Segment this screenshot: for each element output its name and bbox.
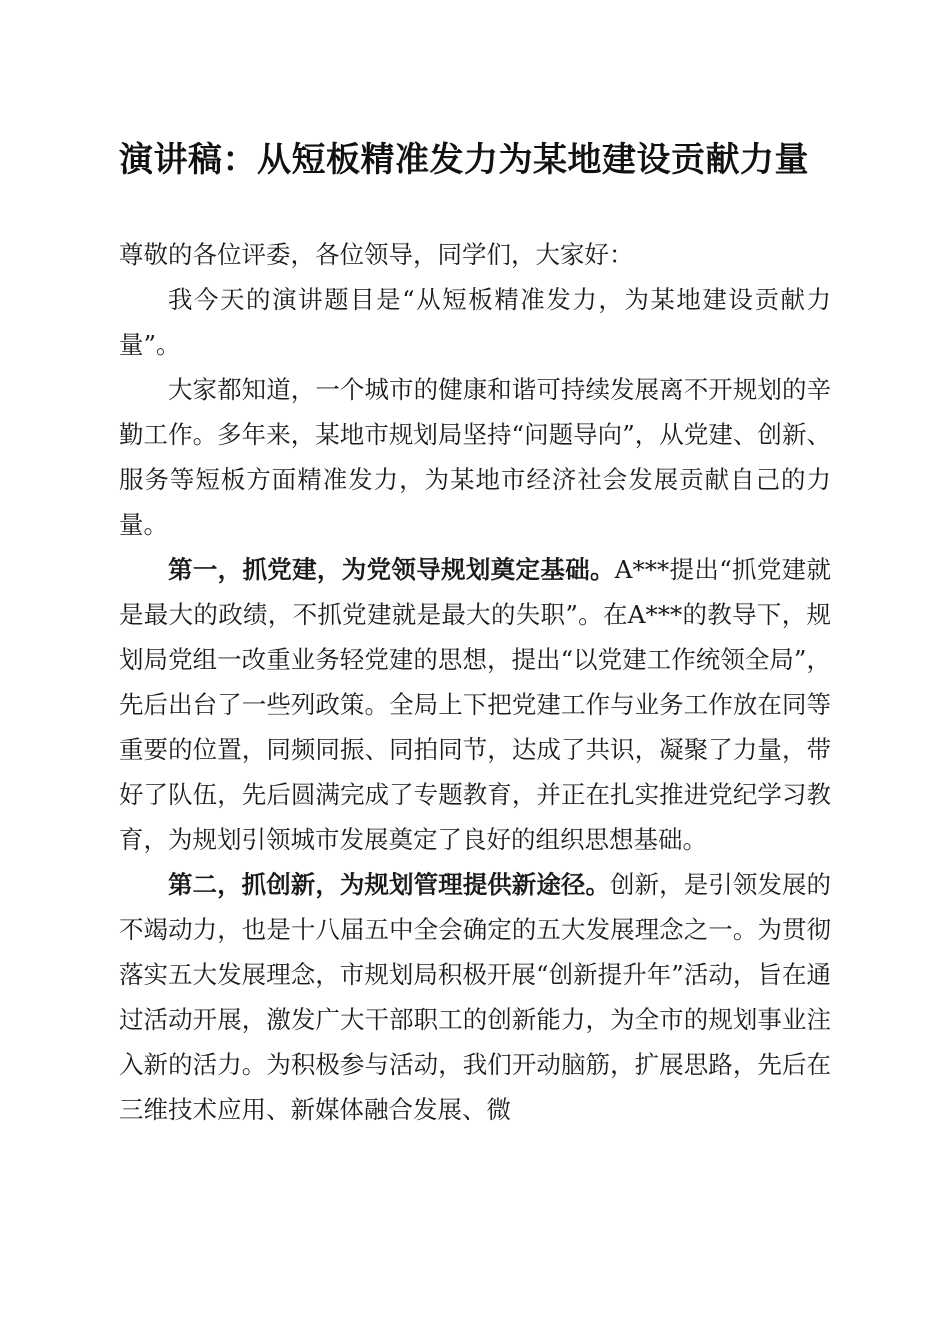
- paragraph-lead: 第一，抓党建，为党领导规划奠定基础。: [168, 555, 615, 584]
- paragraph-topic: [119, 277, 831, 367]
- paragraph-innovation: [119, 862, 831, 1132]
- paragraph-lead: 第二，抓创新，为规划管理提供新途径。: [168, 870, 611, 899]
- paragraph-party-building: [119, 547, 831, 862]
- paragraph-text: A***提出“抓党建就是最大的政绩，不抓党建就是最大的失职”。在A***的教导下，规划局党组一改重业务轻党建的思想，提出“以党建工作统领全局”，先后出台了一些列政策。全局上下把党建工作与业务工作放在同等重要的位置，同频同振、同拍同节，达成了共识，凝聚了力量，带好了队伍，先后圆满完成了专题教育，并正在扎实推进党纪学习教育，为规划引领城市发展奠定了良好的组织思想基础。: [119, 555, 831, 854]
- paragraph-intro: [119, 367, 831, 547]
- paragraph-text: 创新，是引领发展的不竭动力，也是十八届五中全会确定的五大发展理念之一。为贯彻落实五大发展理念，市规划局积极开展“创新提升年”活动，旨在通过活动开展，激发广大干部职工的创新能力，为全市的规划事业注入新的活力。为积极参与活动，我们开动脑筋，扩展思路，先后在三维技术应用、新媒体融合发展、微: [119, 870, 832, 1124]
- document-title: 演讲稿：从短板精准发力为某地建设贡献力量: [119, 140, 809, 180]
- document-body: [119, 232, 831, 1132]
- paragraph-text: 我今天的演讲题目是“从短板精准发力，为某地建设贡献力量”。: [119, 285, 831, 359]
- salutation: 尊敬的各位评委，各位领导，同学们，大家好：: [119, 240, 634, 269]
- paragraph-text: 大家都知道，一个城市的健康和谐可持续发展离不开规划的辛勤工作。多年来，某地市规划局坚持“问题导向”，从党建、创新、服务等短板方面精准发力，为某地市经济社会发展贡献自己的力量。: [119, 375, 831, 539]
